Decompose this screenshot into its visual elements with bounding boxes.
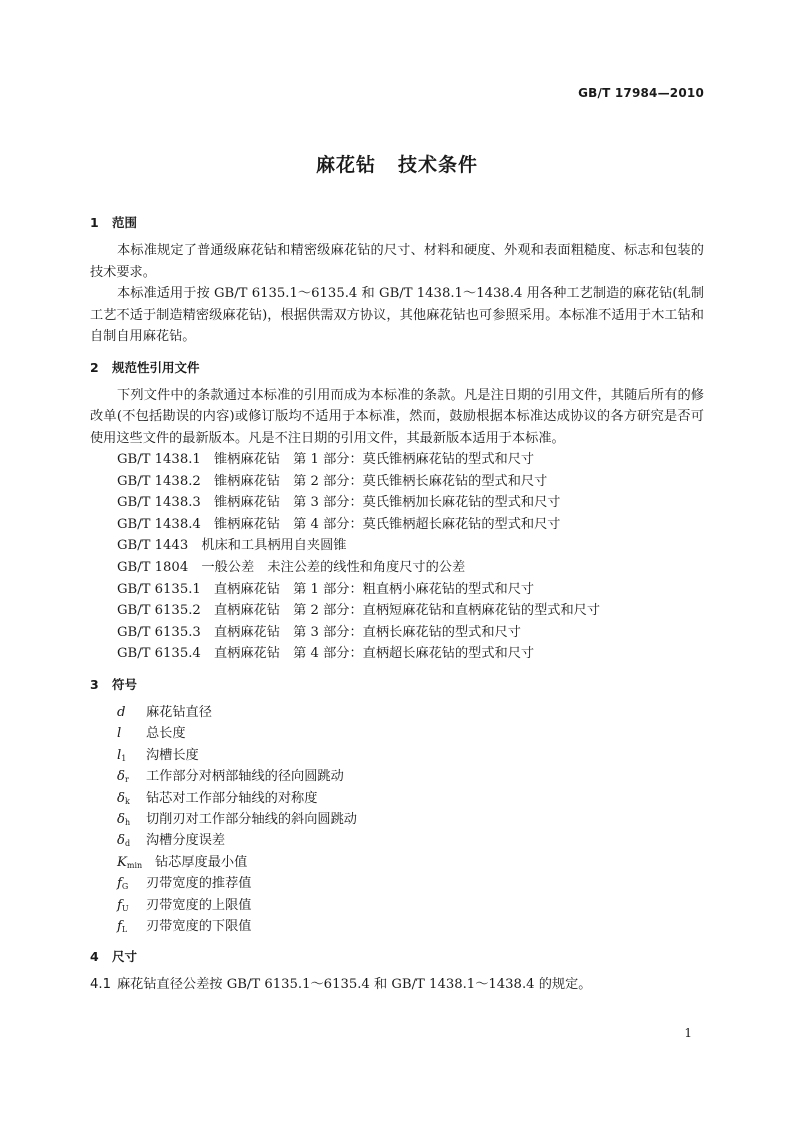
reference-item: GB/T 1443 机床和工具柄用自夹圆锥 xyxy=(117,538,347,554)
symbol-description: 沟槽分度误差 xyxy=(146,833,226,849)
title-part-1: 麻花钻 xyxy=(315,154,376,176)
symbol-description: 沟槽长度 xyxy=(146,747,199,763)
reference-list xyxy=(90,449,704,665)
section-dimensions xyxy=(90,946,704,996)
symbol-description: 麻花钻直径 xyxy=(146,704,212,720)
symbol: $f_U$ xyxy=(117,897,129,913)
symbol-item xyxy=(90,916,704,937)
title-part-2: 技术条件 xyxy=(398,154,479,176)
section-scope xyxy=(90,212,704,348)
reference-item: GB/T 1438.3 锥柄麻花钻 第 3 部分：莫氏锥柄加长麻花钻的型式和尺寸 xyxy=(117,495,561,511)
section-number: 3 xyxy=(90,676,99,692)
section-number: 4 xyxy=(90,949,99,965)
section-title: 范围 xyxy=(112,215,138,230)
section-title: 尺寸 xyxy=(112,949,138,965)
symbol-description: 总长度 xyxy=(146,726,186,742)
symbol-item xyxy=(90,723,704,744)
symbol: $f_L$ xyxy=(117,919,128,934)
section-heading xyxy=(90,357,704,379)
section-title: 符号 xyxy=(112,676,138,692)
symbol-item xyxy=(90,873,704,894)
symbol: $K_{min}$ xyxy=(117,854,143,870)
reference-item: GB/T 6135.4 直柄麻花钻 第 4 部分：直柄超长麻花钻的型式和尺寸 xyxy=(117,646,535,662)
symbol-item xyxy=(90,702,704,723)
reference-item: GB/T 1804 一般公差 未注公差的线性和角度尺寸的公差 xyxy=(117,559,466,575)
symbol: $f_G$ xyxy=(117,876,129,892)
symbol: $l_1$ xyxy=(117,747,127,763)
reference-item: GB/T 6135.2 直柄麻花钻 第 2 部分：直柄短麻花钻和直柄麻花钻的型式和尺寸 xyxy=(117,603,601,619)
clause xyxy=(90,974,704,996)
section-heading xyxy=(90,212,704,234)
symbol-item xyxy=(90,895,704,916)
section-normative-references xyxy=(90,357,704,665)
symbol: $\delta_d$ xyxy=(117,833,131,849)
symbol-item xyxy=(90,745,704,766)
document-body xyxy=(90,212,704,996)
symbol-list xyxy=(90,702,704,937)
section-number: 1 xyxy=(90,215,99,230)
symbol: l xyxy=(117,726,122,742)
symbol-description: 钻芯对工作部分轴线的对称度 xyxy=(146,790,318,806)
clause-number: 4.1 xyxy=(90,977,111,993)
symbol: d xyxy=(117,704,126,720)
section-title: 规范性引用文件 xyxy=(112,359,200,375)
paragraph: 本标准适用于按 GB/T 6135.1～6135.4 和 GB/T 1438.1～1438.4 用各种工艺制造的麻花钻(轧制工艺不适于制造精密级麻花钻)，根据供需双方协议，其他麻花钻也可参照采用。本标准不适用于木工钻和自制自用麻花钻。 xyxy=(90,286,704,344)
section-symbols xyxy=(90,674,704,937)
symbol-description: 工作部分对柄部轴线的径向圆跳动 xyxy=(146,769,344,785)
symbol-description: 刃带宽度的推荐值 xyxy=(146,876,252,892)
reference-item: GB/T 1438.4 锥柄麻花钻 第 4 部分：莫氏锥柄超长麻花钻的型式和尺寸 xyxy=(117,516,561,532)
reference-item: GB/T 6135.1 直柄麻花钻 第 1 部分：粗直柄小麻花钻的型式和尺寸 xyxy=(117,581,535,597)
symbol-description: 钻芯厚度最小值 xyxy=(155,854,248,870)
reference-item: GB/T 1438.2 锥柄麻花钻 第 2 部分：莫氏锥柄长麻花钻的型式和尺寸 xyxy=(117,473,548,489)
symbol-item xyxy=(90,809,704,830)
section-heading xyxy=(90,674,704,696)
section-heading xyxy=(90,946,704,968)
standard-code: GB/T 17984—2010 xyxy=(578,86,704,100)
document-title xyxy=(0,150,794,177)
symbol-item xyxy=(90,852,704,873)
symbol: $\delta_r$ xyxy=(117,769,129,785)
clause-text: 麻花钻直径公差按 GB/T 6135.1～6135.4 和 GB/T 1438.1～1438.4 的规定。 xyxy=(117,977,592,993)
symbol-description: 刃带宽度的上限值 xyxy=(146,897,252,913)
paragraph: 本标准规定了普通级麻花钻和精密级麻花钻的尺寸、材料和硬度、外观和表面粗糙度、标志和包装的技术要求。 xyxy=(90,243,704,280)
page-number: 1 xyxy=(684,1026,692,1040)
symbol: $\delta_k$ xyxy=(117,790,130,806)
symbol-description: 切削刃对工作部分轴线的斜向圆跳动 xyxy=(146,811,357,827)
section-number: 2 xyxy=(90,359,99,375)
symbol-item xyxy=(90,766,704,787)
symbol: $\delta_h$ xyxy=(117,811,131,827)
reference-item: GB/T 1438.1 锥柄麻花钻 第 1 部分：莫氏锥柄麻花钻的型式和尺寸 xyxy=(117,452,535,467)
reference-item: GB/T 6135.3 直柄麻花钻 第 3 部分：直柄长麻花钻的型式和尺寸 xyxy=(117,624,521,640)
paragraph: 下列文件中的条款通过本标准的引用而成为本标准的条款。凡是注日期的引用文件，其随后所有的修改单(不包括勘误的内容)或修订版均不适用于本标准，然而，鼓励根据本标准达成协议的各方研究是否可使用这些文件的最新版本。凡是不注日期的引用文件，其最新版本适用于本标准。 xyxy=(90,387,704,446)
symbol-item xyxy=(90,830,704,851)
symbol-description: 刃带宽度的下限值 xyxy=(146,919,252,934)
symbol-item xyxy=(90,788,704,809)
